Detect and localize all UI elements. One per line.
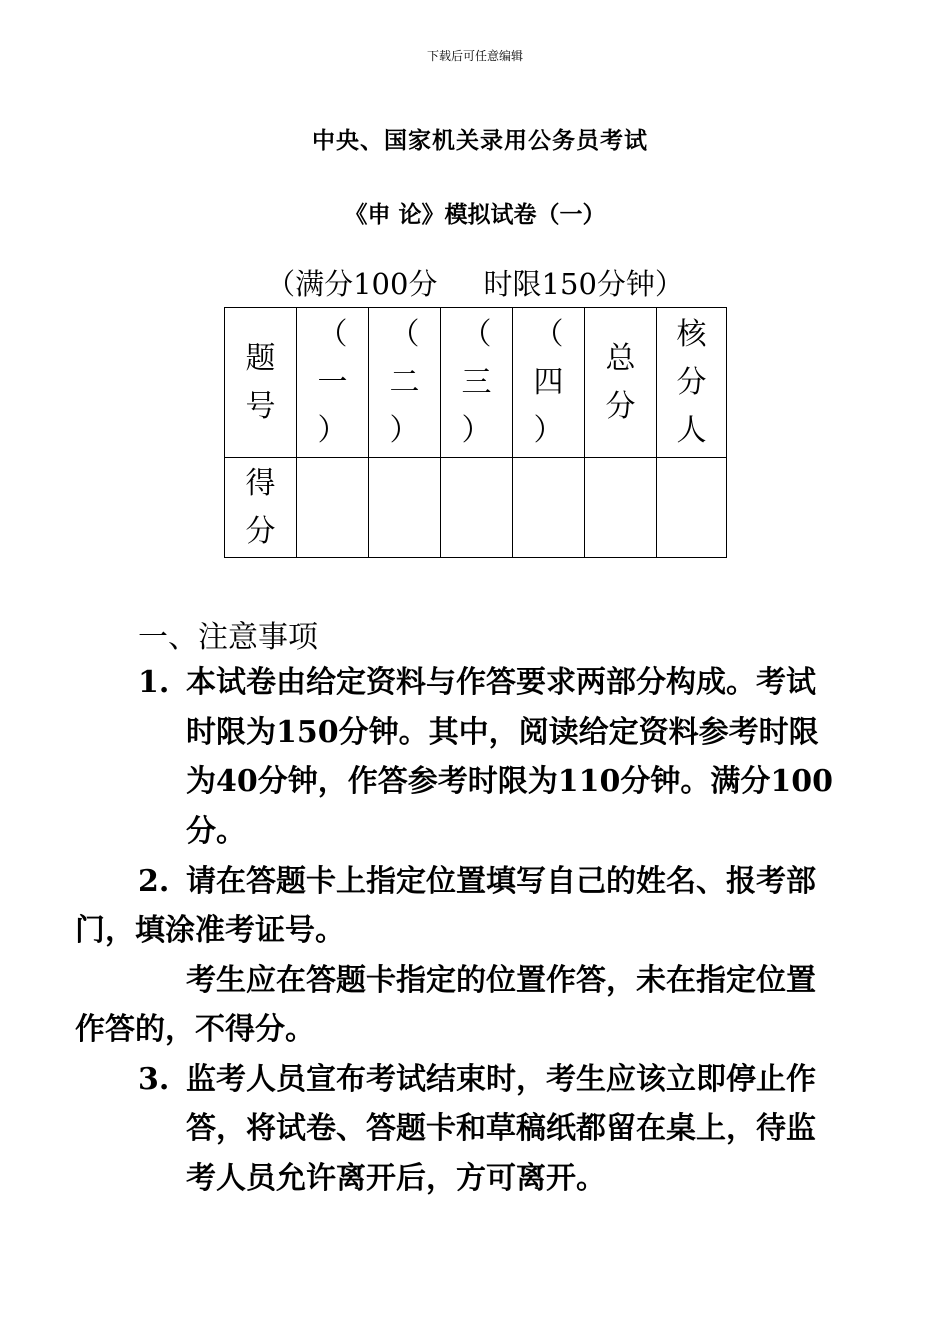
- item-1-line-1: 本试卷由给定资料与作答要求两部分构成。考试: [186, 665, 816, 700]
- score-time-limit: （满分100分 时限150分钟）: [266, 267, 684, 301]
- cell-char: （: [533, 316, 564, 352]
- score-table-score-row: [225, 458, 727, 558]
- header-note: 下载后可任意编辑: [426, 49, 523, 63]
- cell-char: （: [317, 316, 348, 352]
- header-cell-question-number: [225, 308, 297, 458]
- item-1-number: 1.: [138, 665, 170, 700]
- cell-char: 分: [676, 364, 707, 400]
- header-cell-reviewer: [657, 308, 727, 458]
- cell-char: （: [461, 316, 492, 352]
- cell-char: ）: [461, 412, 492, 448]
- item-3-number: 3.: [138, 1062, 170, 1097]
- cell-char: （: [389, 316, 420, 352]
- score-table-header-row: [225, 308, 727, 458]
- cell-char: 三: [461, 364, 492, 400]
- item-2-extra-line-2: 作答的，不得分。: [75, 1012, 315, 1047]
- cell-char: 分: [245, 513, 276, 549]
- cell-char: 二: [389, 364, 420, 400]
- score-cell-part-1: [297, 458, 369, 558]
- notice-heading: 一、注意事项: [138, 620, 318, 655]
- header-cell-part-4: [513, 308, 585, 458]
- item-3-line-1: 监考人员宣布考试结束时，考生应该立即停止作: [186, 1062, 816, 1097]
- exam-title: 中央、国家机关录用公务员考试: [312, 127, 648, 154]
- cell-char: ）: [389, 412, 420, 448]
- cell-char: 人: [676, 412, 707, 448]
- score-cell-part-2: [369, 458, 441, 558]
- cell-char: 四: [533, 364, 564, 400]
- cell-char: 分: [605, 388, 636, 424]
- header-cell-part-3: [441, 308, 513, 458]
- score-cell-total: [585, 458, 657, 558]
- header-cell-total: [585, 308, 657, 458]
- item-1-line-2: 时限为150分钟。其中，阅读给定资料参考时限: [186, 715, 819, 750]
- item-3-line-3: 考人员允许离开后，方可离开。: [186, 1161, 606, 1196]
- header-cell-part-1: [297, 308, 369, 458]
- paper-title: 《申 论》模拟试卷（一）: [344, 201, 606, 228]
- item-2-extra-line-1: 考生应在答题卡指定的位置作答，未在指定位置: [186, 963, 816, 998]
- score-table: [224, 307, 727, 558]
- score-cell-reviewer: [657, 458, 727, 558]
- item-2-line-1: 请在答题卡上指定位置填写自己的姓名、报考部: [186, 864, 816, 899]
- cell-char: 号: [245, 388, 276, 424]
- cell-char: 核: [676, 316, 707, 352]
- row-label-score: [225, 458, 297, 558]
- item-2-line-2: 门，填涂准考证号。: [75, 913, 345, 948]
- cell-char: ）: [533, 412, 564, 448]
- item-1-line-4: 分。: [186, 814, 246, 849]
- item-3-line-2: 答，将试卷、答题卡和草稿纸都留在桌上，待监: [186, 1111, 816, 1146]
- cell-char: 一: [317, 364, 348, 400]
- cell-char: 总: [605, 340, 636, 376]
- cell-char: 得: [245, 465, 276, 501]
- score-cell-part-4: [513, 458, 585, 558]
- cell-char: 题: [245, 340, 276, 376]
- score-cell-part-3: [441, 458, 513, 558]
- item-2-number: 2.: [138, 864, 170, 899]
- cell-char: ）: [317, 412, 348, 448]
- item-1-line-3: 为40分钟，作答参考时限为110分钟。满分100: [186, 764, 833, 799]
- header-cell-part-2: [369, 308, 441, 458]
